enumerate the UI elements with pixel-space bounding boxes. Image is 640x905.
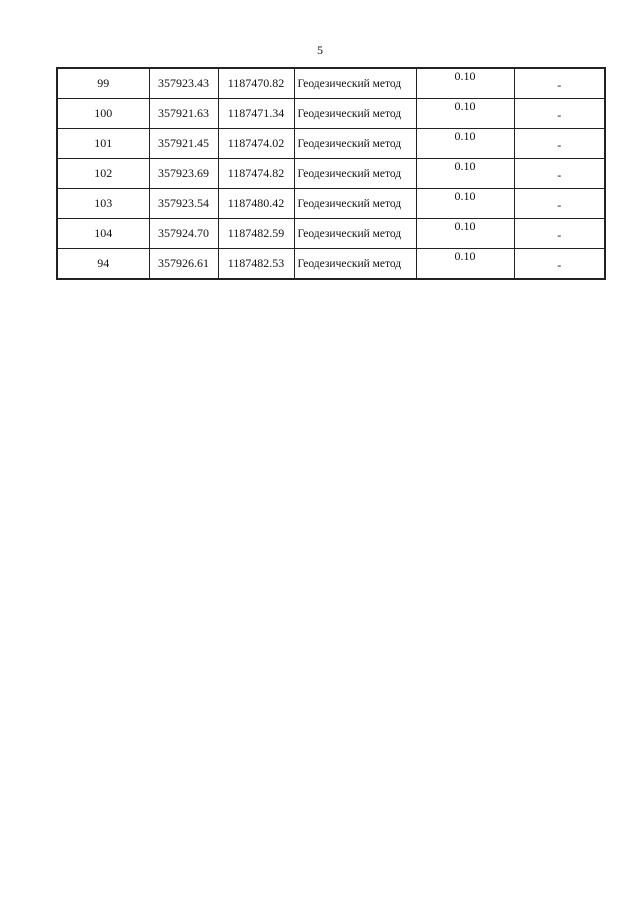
accuracy-cell: 0.10 <box>416 129 514 159</box>
table-row <box>57 99 605 129</box>
y-coordinate-cell: 1187474.82 <box>218 159 294 189</box>
description-cell: - <box>514 159 605 189</box>
point-number-cell: 94 <box>57 249 149 280</box>
point-number-cell: 99 <box>57 68 149 99</box>
accuracy-cell: 0.10 <box>416 99 514 129</box>
table-row <box>57 68 605 99</box>
table-row <box>57 219 605 249</box>
point-number-cell: 100 <box>57 99 149 129</box>
method-cell: Геодезический метод <box>294 68 416 99</box>
y-coordinate-cell: 1187474.02 <box>218 129 294 159</box>
point-number-cell: 103 <box>57 189 149 219</box>
y-coordinate-cell: 1187482.53 <box>218 249 294 280</box>
y-coordinate-cell: 1187470.82 <box>218 68 294 99</box>
description-cell: - <box>514 219 605 249</box>
method-cell: Геодезический метод <box>294 99 416 129</box>
table-row <box>57 129 605 159</box>
x-coordinate-cell: 357924.70 <box>149 219 218 249</box>
x-coordinate-cell: 357921.63 <box>149 99 218 129</box>
x-coordinate-cell: 357923.43 <box>149 68 218 99</box>
y-coordinate-cell: 1187471.34 <box>218 99 294 129</box>
method-cell: Геодезический метод <box>294 159 416 189</box>
y-coordinate-cell: 1187480.42 <box>218 189 294 219</box>
table-row <box>57 249 605 280</box>
method-cell: Геодезический метод <box>294 219 416 249</box>
description-cell: - <box>514 68 605 99</box>
accuracy-cell: 0.10 <box>416 159 514 189</box>
table-row <box>57 159 605 189</box>
description-cell: - <box>514 249 605 280</box>
y-coordinate-cell: 1187482.59 <box>218 219 294 249</box>
page-number: 5 <box>317 43 323 57</box>
method-cell: Геодезический метод <box>294 189 416 219</box>
description-cell: - <box>514 99 605 129</box>
point-number-cell: 104 <box>57 219 149 249</box>
method-cell: Геодезический метод <box>294 249 416 280</box>
accuracy-cell: 0.10 <box>416 219 514 249</box>
accuracy-cell: 0.10 <box>416 189 514 219</box>
description-cell: - <box>514 189 605 219</box>
description-cell: - <box>514 129 605 159</box>
method-cell: Геодезический метод <box>294 129 416 159</box>
x-coordinate-cell: 357923.69 <box>149 159 218 189</box>
accuracy-cell: 0.10 <box>416 68 514 99</box>
coordinates-table <box>56 67 606 280</box>
x-coordinate-cell: 357926.61 <box>149 249 218 280</box>
table-row <box>57 189 605 219</box>
accuracy-cell: 0.10 <box>416 249 514 280</box>
x-coordinate-cell: 357921.45 <box>149 129 218 159</box>
x-coordinate-cell: 357923.54 <box>149 189 218 219</box>
point-number-cell: 101 <box>57 129 149 159</box>
point-number-cell: 102 <box>57 159 149 189</box>
